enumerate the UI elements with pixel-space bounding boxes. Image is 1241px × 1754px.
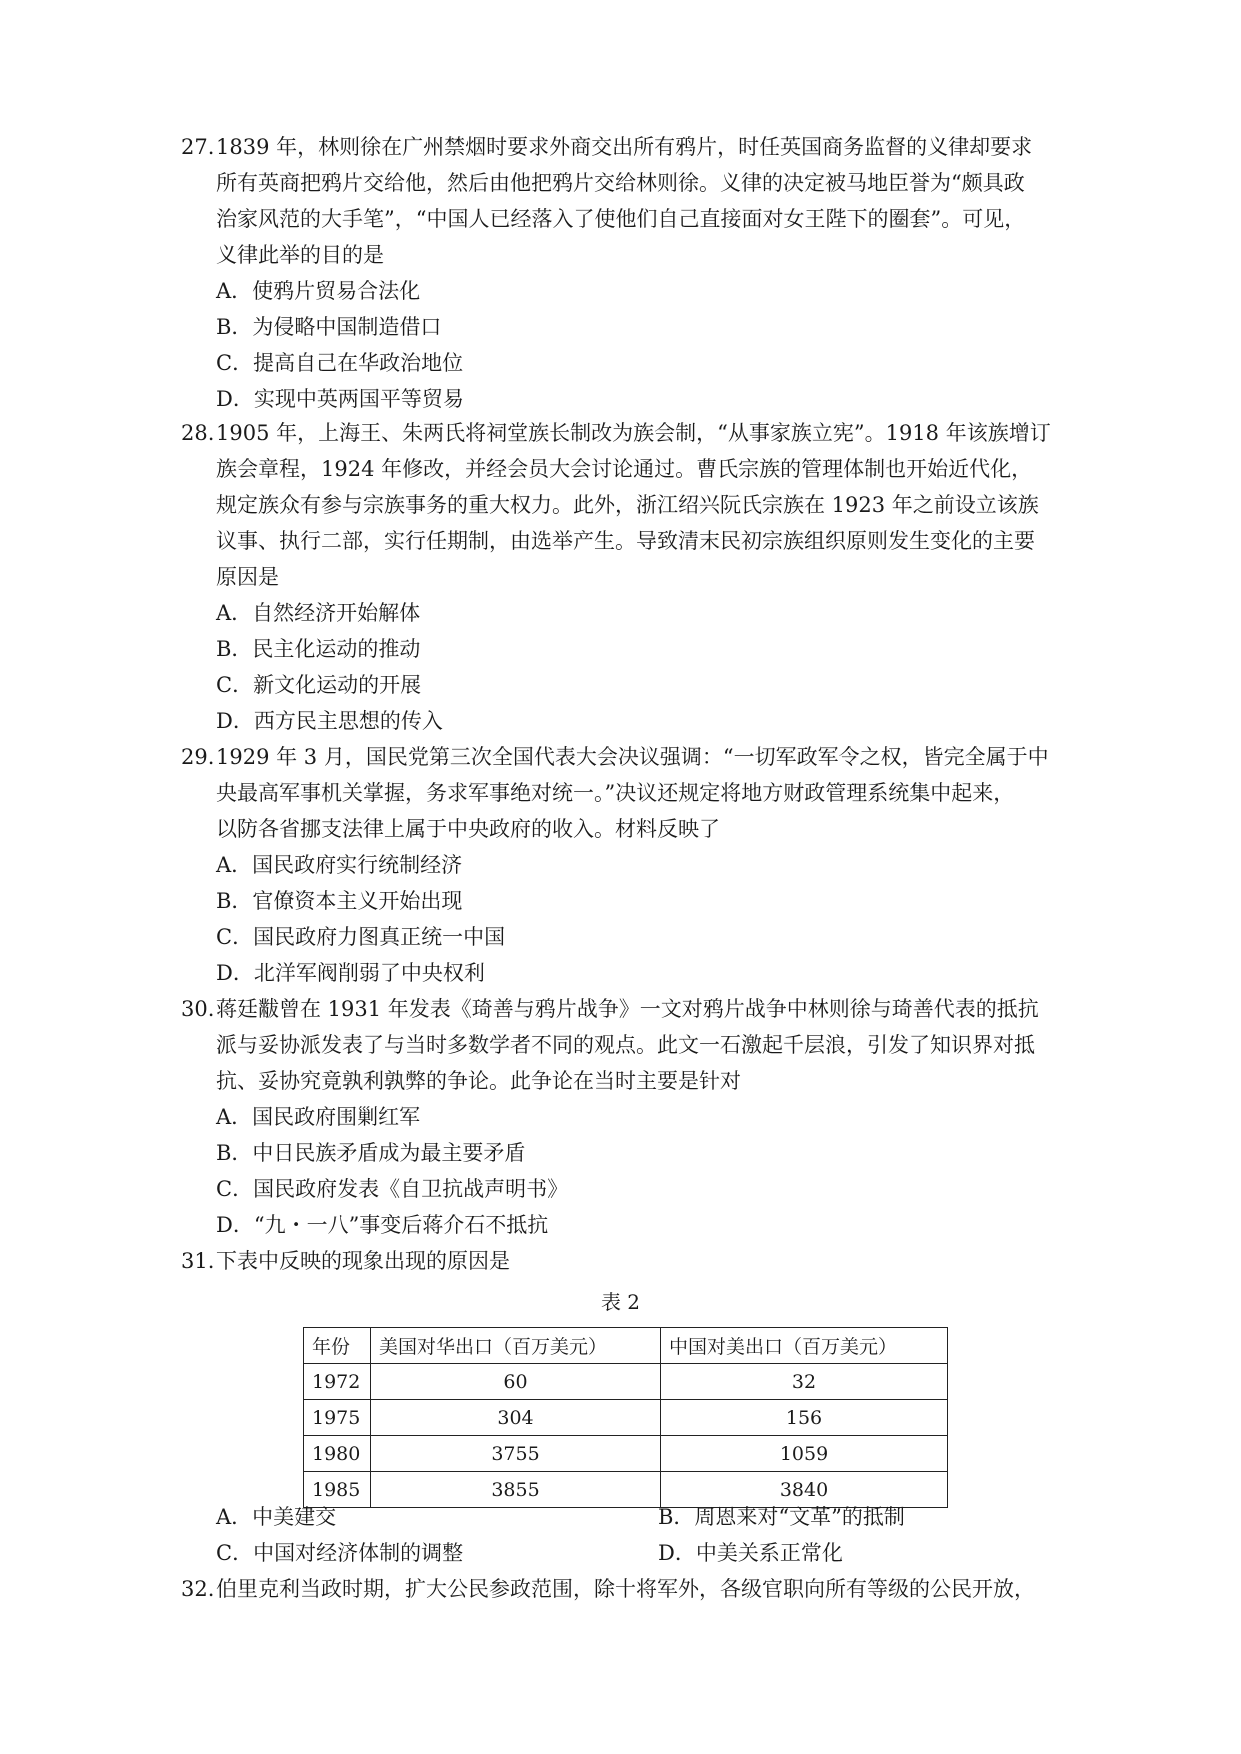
table-cell: 1980 xyxy=(304,1436,371,1472)
question-text-line: 族会章程，1924 年修改，并经会员大会讨论通过。曹氏宗族的管理体制也开始近代化， xyxy=(216,457,1033,481)
question-text-line: 央最高军事机关掌握，务求军事绝对统一。”决议还规定将地方财政管理系统集中起来， xyxy=(216,781,1015,805)
question-text-line: 蒋廷黻曾在 1931 年发表《琦善与鸦片战争》一文对鸦片战争中林则徐与琦善代表的抵抗 xyxy=(216,997,1039,1021)
table-row xyxy=(304,1400,948,1436)
table-caption: 表 2 xyxy=(600,1290,641,1314)
table-cell: 1059 xyxy=(661,1436,948,1472)
table-cell: 3755 xyxy=(371,1436,661,1472)
option-b: B．民主化运动的推动 xyxy=(216,637,421,661)
table-cell: 1972 xyxy=(304,1364,371,1400)
table-header-row xyxy=(304,1328,948,1364)
question-text-line: 伯里克利当政时期，扩大公民参政范围，除十将军外，各级官职向所有等级的公民开放， xyxy=(216,1577,1035,1601)
table-cell: 156 xyxy=(661,1400,948,1436)
option-d: D．“九・一八”事变后蒋介石不抵抗 xyxy=(216,1213,549,1237)
table-header-cell: 美国对华出口（百万美元） xyxy=(371,1328,661,1364)
question-text-line: 规定族众有参与宗族事务的重大权力。此外，浙江绍兴阮氏宗族在 1923 年之前设立该族 xyxy=(216,493,1039,517)
option-c: C．提高自己在华政治地位 xyxy=(216,351,464,375)
table-header-cell: 年份 xyxy=(304,1328,371,1364)
option-a: A．自然经济开始解体 xyxy=(216,601,421,625)
table-cell: 304 xyxy=(371,1400,661,1436)
question-text-line: 议事、执行二部，实行任期制，由选举产生。导致清末民初宗族组织原则发生变化的主要 xyxy=(216,529,1035,553)
question-number: 32. xyxy=(181,1577,215,1601)
question-number: 28. xyxy=(181,421,215,445)
table-cell: 32 xyxy=(661,1364,948,1400)
option-b: B．官僚资本主义开始出现 xyxy=(216,889,463,913)
option-c: C．新文化运动的开展 xyxy=(216,673,422,697)
option-d: D．实现中英两国平等贸易 xyxy=(216,387,464,411)
option-d: D．北洋军阀削弱了中央权利 xyxy=(216,961,485,985)
question-text-line: 派与妥协派发表了与当时多数学者不同的观点。此文一石激起千层浪，引发了知识界对抵 xyxy=(216,1033,1035,1057)
table-header-cell: 中国对美出口（百万美元） xyxy=(661,1328,948,1364)
question-text-line: 1905 年，上海王、朱两氏将祠堂族长制改为族会制，“从事家族立宪”。1918 年该族增订 xyxy=(216,421,1051,445)
option-c: C．中国对经济体制的调整 xyxy=(216,1541,464,1565)
table-row xyxy=(304,1364,948,1400)
trade-table xyxy=(303,1327,948,1508)
question-text-line: 原因是 xyxy=(216,565,279,589)
option-d: D．中美关系正常化 xyxy=(658,1541,843,1565)
table-cell: 1985 xyxy=(304,1472,371,1508)
option-b: B．中日民族矛盾成为最主要矛盾 xyxy=(216,1141,526,1165)
option-c: C．国民政府发表《自卫抗战声明书》 xyxy=(216,1177,569,1201)
table-cell: 3840 xyxy=(661,1472,948,1508)
option-b: B．周恩来对“文革”的抵制 xyxy=(658,1505,905,1529)
option-b: B．为侵略中国制造借口 xyxy=(216,315,442,339)
question-text-line: 抗、妥协究竟孰利孰弊的争论。此争论在当时主要是针对 xyxy=(216,1069,741,1093)
option-a: A．使鸦片贸易合法化 xyxy=(216,279,421,303)
table-cell: 60 xyxy=(371,1364,661,1400)
table-row xyxy=(304,1436,948,1472)
table-cell: 3855 xyxy=(371,1472,661,1508)
question-text-line: 1929 年 3 月，国民党第三次全国代表大会决议强调：“一切军政军令之权，皆完全属于中 xyxy=(216,745,1049,769)
option-a: A．中美建交 xyxy=(216,1505,337,1529)
question-text-line: 以防各省挪支法律上属于中央政府的收入。材料反映了 xyxy=(216,817,720,841)
question-number: 30. xyxy=(181,997,215,1021)
question-text-line: 治家风范的大手笔”，“中国人已经落入了使他们自己直接面对女王陛下的圈套”。可见， xyxy=(216,207,1026,231)
option-a: A．国民政府围剿红军 xyxy=(216,1105,421,1129)
question-text-line: 1839 年，林则徐在广州禁烟时要求外商交出所有鸦片，时任英国商务监督的义律却要求 xyxy=(216,135,1033,159)
option-c: C．国民政府力图真正统一中国 xyxy=(216,925,506,949)
question-number: 29. xyxy=(181,745,215,769)
table-cell: 1975 xyxy=(304,1400,371,1436)
question-number: 31. xyxy=(181,1249,215,1273)
option-d: D．西方民主思想的传入 xyxy=(216,709,443,733)
question-text-line: 所有英商把鸦片交给他，然后由他把鸦片交给林则徐。义律的决定被马地臣誉为“颇具政 xyxy=(216,171,1025,195)
question-text-line: 义律此举的目的是 xyxy=(216,243,384,267)
question-number: 27. xyxy=(181,135,215,159)
option-a: A．国民政府实行统制经济 xyxy=(216,853,463,877)
question-text-line: 下表中反映的现象出现的原因是 xyxy=(216,1249,510,1273)
